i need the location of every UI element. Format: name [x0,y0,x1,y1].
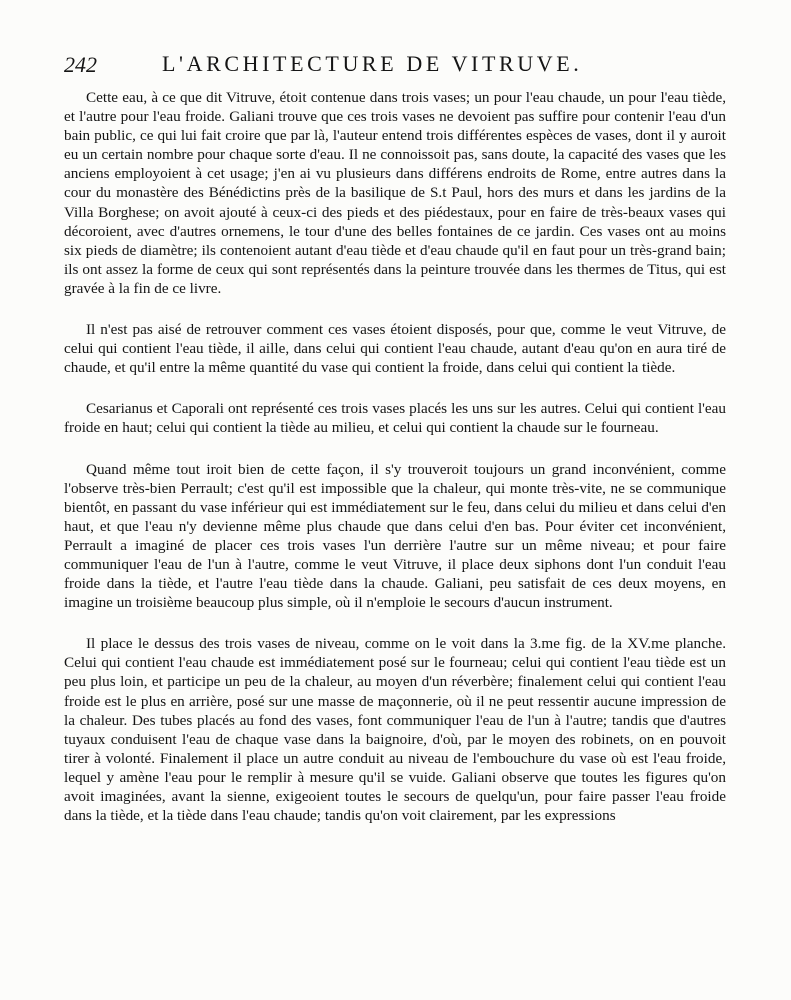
paragraph-1: Cette eau, à ce que dit Vitruve, étoit contenue dans trois vases; un pour l'eau chaude, un pour l'eau tiède, et l'autre pour l'eau froide. Galiani trouve que ces trois vases ne devoient pas suffire pour contenir l'eau d'un bain public, ce qui lui fait croire que par là, l'auteur entend trois différentes espèces de vases, dont il y auroit eu un certain nombre pour chaque sorte d'eau. Il ne connoissoit pas, sans doute, la capacité des vases que les anciens employoient à cet usage; j'en ai vu plusieurs dans différens endroits de Rome, entre autres dans la cour du monastère des Bénédictins près de la basilique de S.t Paul, hors des murs et dans les jardins de la Villa Borghese; on avoit ajouté à ceux-ci des pieds et des piédestaux, pour en faire de très-beaux vases qui décoroient, avec d'autres ornemens, le tour d'une des belles fontaines de ce jardin. Ces vases ont au moins six pieds de diamètre; ils contenoient autant d'eau tiède et d'eau chaude qu'il en faut pour un très-grand bain; ils ont assez la forme de ceux qui sont représentés dans la peinture trouvée dans les thermes de Titus, qui est gravée à la fin de ce livre. [64,89,726,297]
page-header [64,44,726,88]
page-number: 242 [64,52,97,77]
paragraph-4: Quand même tout iroit bien de cette façon, il s'y trouveroit toujours un grand inconvénient, comme l'observe très-bien Perrault; c'est qu'il est impossible que la chaleur, qui monte très-vite, ne se communique bientôt, en passant du vase inférieur qui est immédiatement sur le feu, dans celui du milieu et dans celui d'en haut, et que l'eau n'y devienne même plus chaude que dans celui d'en bas. Pour éviter cet inconvénient, Perrault a imaginé de placer ces trois vases l'un derrière l'autre sur un même niveau; et pour faire communiquer l'eau de l'un à l'autre, comme le veut Vitruve, il place deux siphons dont l'un conduit l'eau froide dans la tiède, et l'autre l'eau tiède dans la chaude. Galiani, peu satisfait de ces deux moyens, en imagine un troisième beaucoup plus simple, où il n'emploie le secours d'aucun instrument. [64,460,726,612]
paragraph-3: Cesarianus et Caporali ont représenté ces trois vases placés les uns sur les autres. Celui qui contient l'eau froide en haut; celui qui contient la tiède au milieu, et celui qui contient la chaude sur le fourneau. [64,400,726,437]
paragraph-5: Il place le dessus des trois vases de niveau, comme on le voit dans la 3.me fig. de la XV.me planche. Celui qui contient l'eau chaude est immédiatement posé sur le fourneau; celui qui contient l'eau tiède est un peu plus loin, et participe un peu de la chaleur, au moyen d'un réverbère; finalement celui qui contient l'eau froide est le plus en arrière, posé sur une masse de maçonnerie, où il ne peut ressentir aucune impression de la chaleur. Des tubes placés au fond des vases, font communiquer l'eau de l'un à l'autre; tandis que d'autres tuyaux conduisent l'eau de chaque vase dans la baignoire, d'où, par le moyen des robinets, on en pouvoit tirer à volonté. Finalement il place un autre conduit au niveau de l'embouchure du vase où est l'eau froide, lequel y amène l'eau pour le remplir à mesure qu'il se vuide. Galiani observe que toutes les figures qu'on avoit imaginées, avant la sienne, exigeoient toutes le secours de quelqu'un, pour faire passer l'eau froide dans la tiède, et la tiède dans l'eau chaude; tandis qu'on voit clairement, par les expressions [64,635,726,825]
book-page [64,44,726,825]
paragraph-2: Il n'est pas aisé de retrouver comment ces vases étoient disposés, pour que, comme le veut Vitruve, de celui qui contient l'eau tiède, il aille, dans celui qui contient l'eau chaude, autant d'eau qu'on en aura tiré de chaude, et qu'il entre la même quantité du vase qui contient la froide, dans celui qui contient la tiède. [64,321,726,377]
running-title: L'ARCHITECTURE DE VITRUVE. [162,51,583,76]
